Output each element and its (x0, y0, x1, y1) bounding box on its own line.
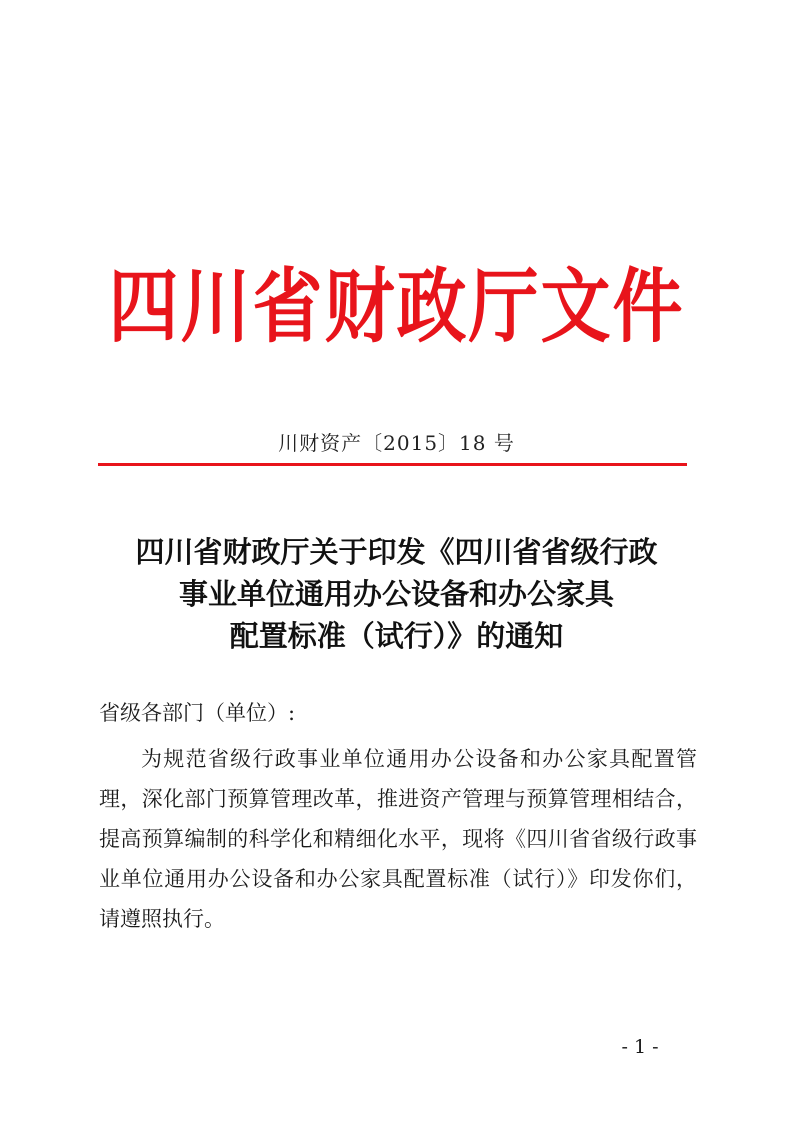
red-divider-rule (98, 463, 687, 466)
title-line: 四川省财政厅关于印发《四川省省级行政 (135, 535, 658, 569)
page-number: - 1 - (621, 1036, 659, 1058)
body-paragraph: 为规范省级行政事业单位通用办公设备和办公家具配置管理，深化部门预算管理改革，推进资产管理与预算管理相结合，提高预算编制的科学化和精细化水平，现将《四川省省级行政事业单位通用办公设备和办公家具配置标准（试行）》印发你们，请遵照执行。 (99, 747, 697, 931)
document-title (90, 531, 703, 657)
document-number: 川财资产〔2015〕18 号 (278, 431, 515, 455)
title-line: 配置标准（试行）》的通知 (229, 619, 564, 653)
document-header: 四川省财政厅文件 (108, 259, 685, 354)
salutation: 省级各部门（单位）: (99, 701, 296, 725)
title-line: 事业单位通用办公设备和办公家具 (178, 577, 614, 611)
